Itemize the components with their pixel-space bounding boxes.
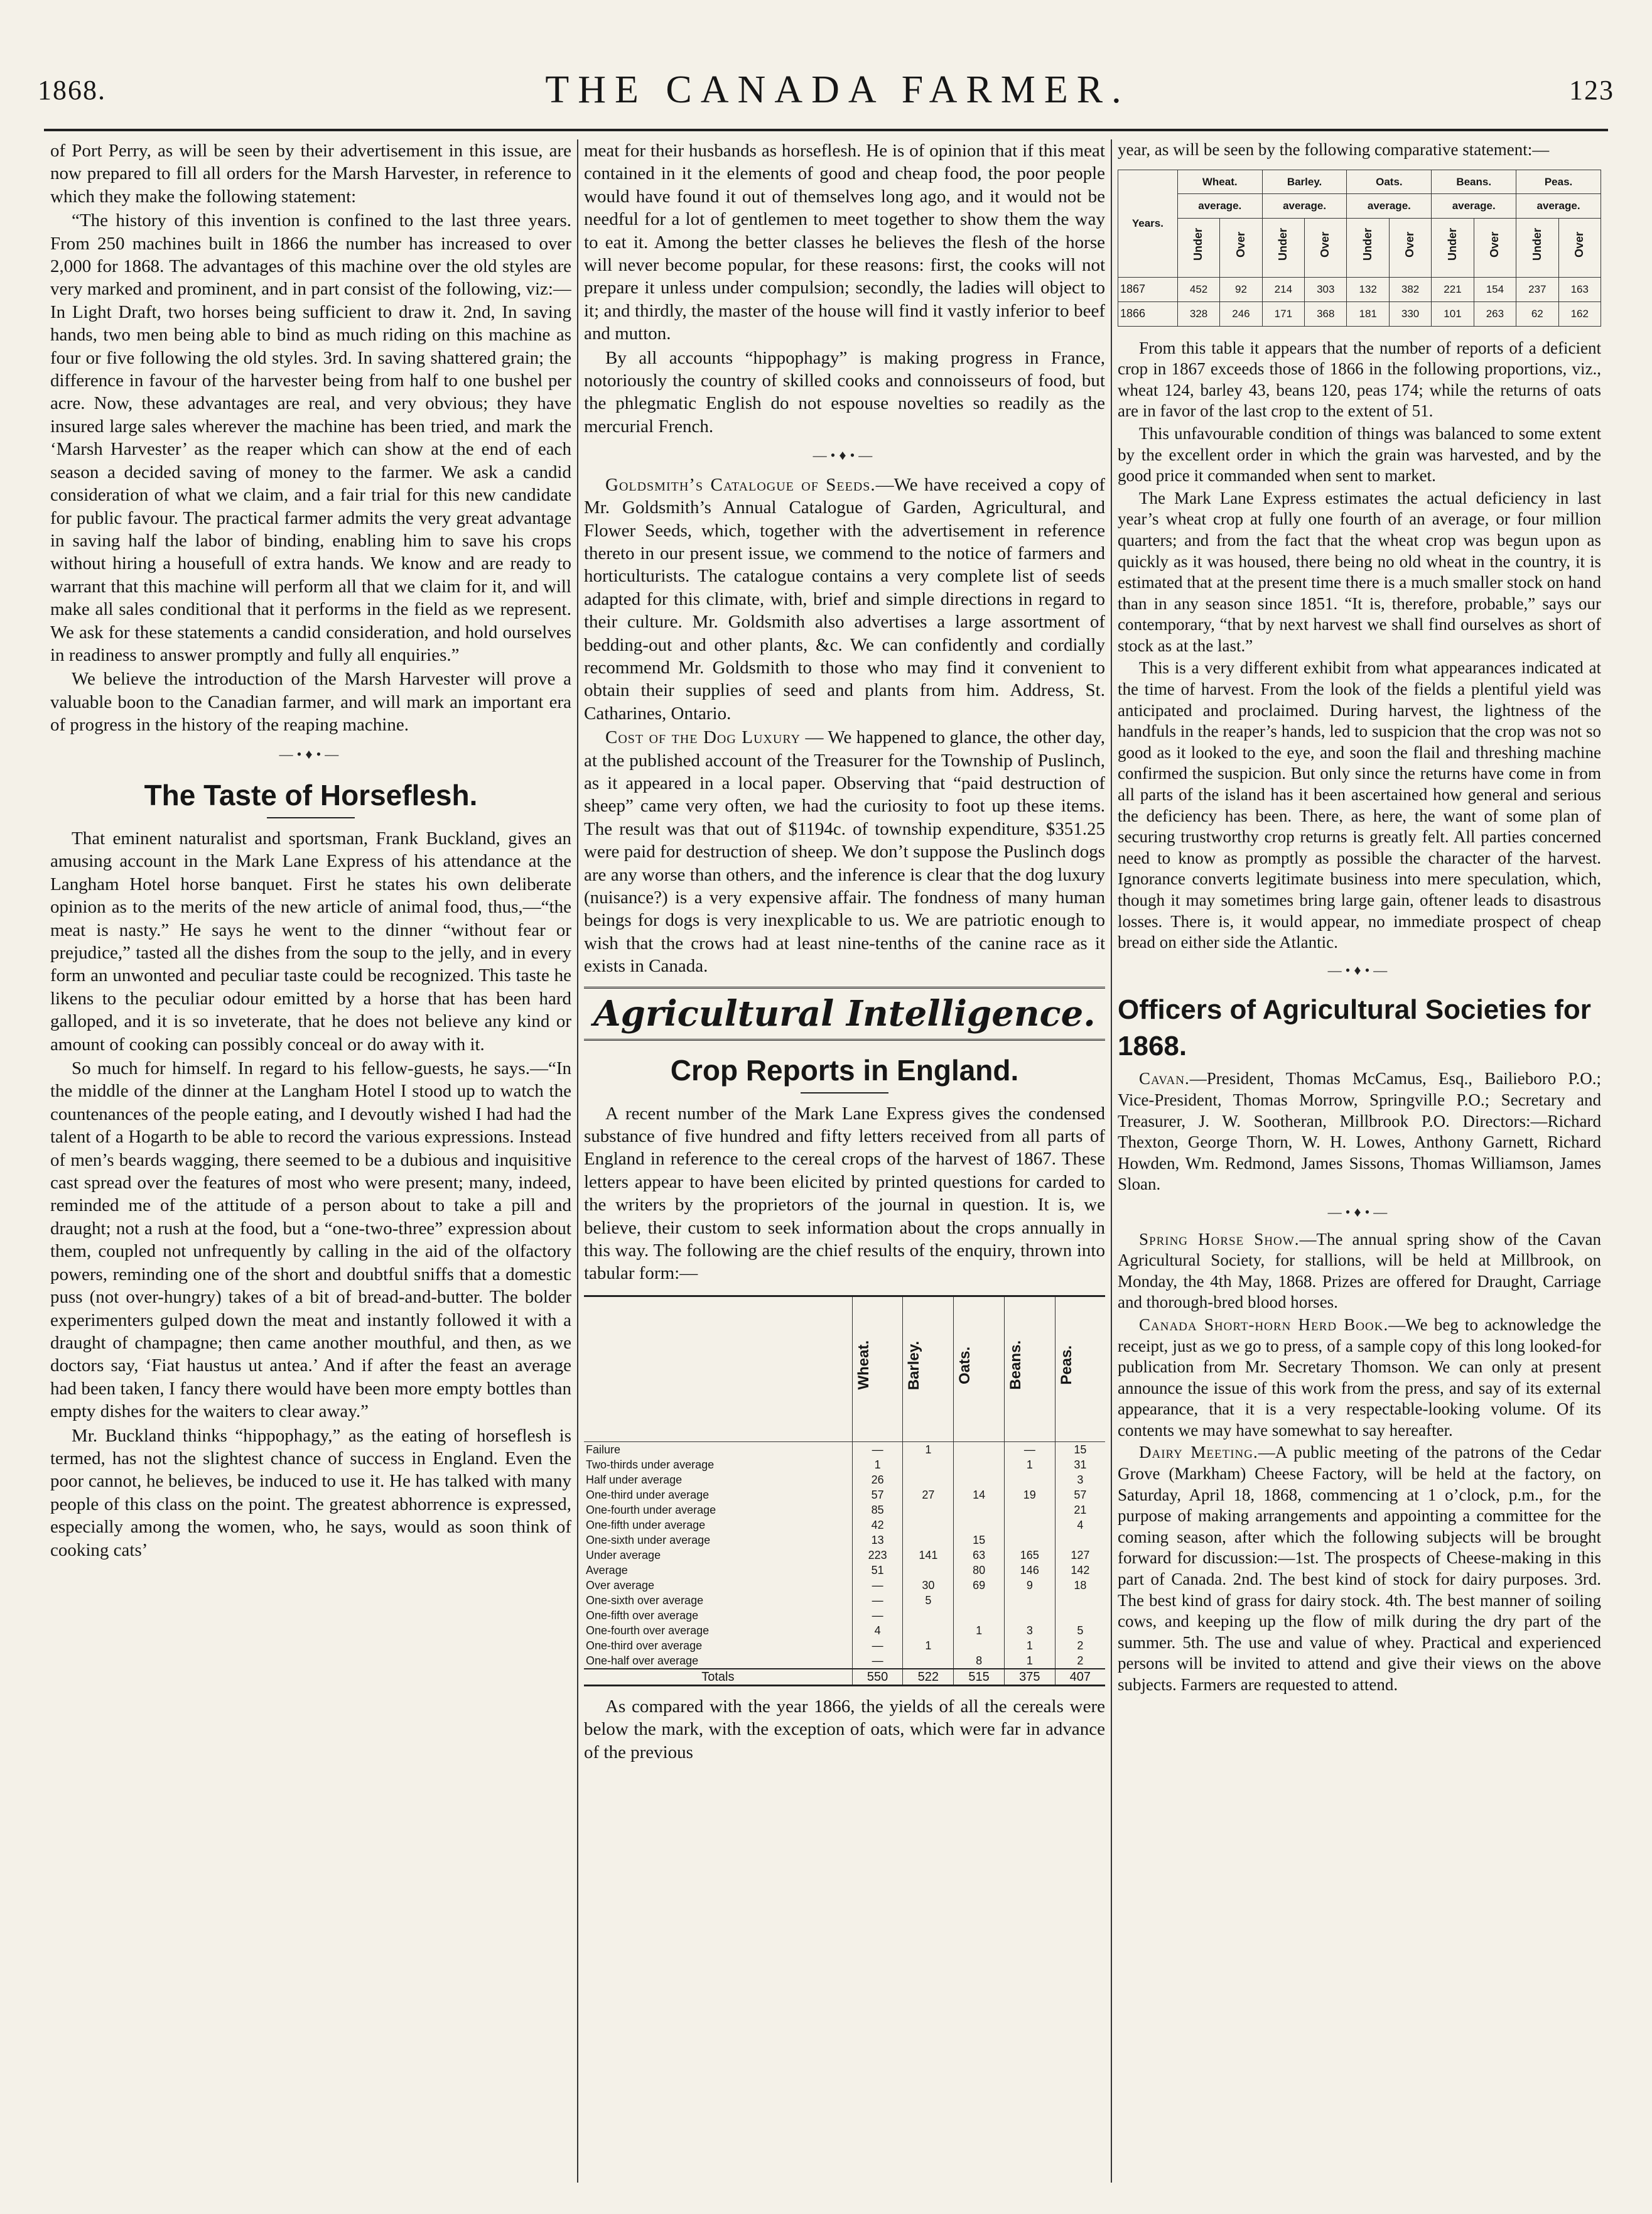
table-cell: [1055, 1608, 1105, 1623]
table-row: [584, 1548, 1105, 1563]
table-cell: 8: [954, 1653, 1005, 1669]
table-cell: 452: [1177, 278, 1219, 302]
under-header: [1262, 218, 1304, 278]
under-header: [1347, 218, 1389, 278]
paragraph-lead: Spring Horse Show.: [1139, 1229, 1300, 1249]
row-label: Failure: [586, 1443, 621, 1456]
sub-header: average.: [1262, 194, 1347, 219]
table-cell: 141: [903, 1548, 954, 1563]
crop-reports-table: [584, 1295, 1105, 1686]
table-cell: 127: [1055, 1548, 1105, 1563]
article-paragraph: A recent number of the Mark Lane Express gives the condensed substance of five hundred and fifty letters received from all parts of England in reference to the cereal crops of the harvest of 1867. These letters appear to have been elicited by printed questions for carded to the writers by the proprietors of the journal in question. It is, we believe, their custom to seek information about the crops annually in this way. The following are the chief results of the enquiry, thrown into tabular form:—: [584, 1103, 1105, 1284]
table-cell: 14: [954, 1487, 1005, 1502]
article-paragraph: [1118, 1442, 1601, 1695]
table-header: Peas.: [1055, 1296, 1105, 1441]
table-cell: 2: [1055, 1653, 1105, 1669]
table-cell: 223: [852, 1548, 903, 1563]
table-cell: [1004, 1502, 1055, 1517]
paragraph-lead: Dairy Meeting.: [1139, 1443, 1258, 1462]
table-row: [584, 1533, 1105, 1548]
table-cell: 1: [852, 1457, 903, 1472]
under-label: Under: [1361, 227, 1374, 261]
sub-header: average.: [1516, 194, 1601, 219]
over-header: [1558, 218, 1601, 278]
article-paragraph: “The history of this invention is confined to the last three years. From 250 machines built in 1866 the number has increased to over 2,000 for 1868. The advantages of this machine over the old styles are very marked and prominent, and in part consist of the following, viz:—In Light Draft, two horses being sufficient to draw it. 2nd, In saving hands, two men being able to bind as much riding on this machine as four or five following the old styles. 3rd. In saving shattered grain; the difference in favour of the harvester being from half to one bushel per acre. Now, these advantages are real, and very obvious; they have insured large sales wherever the machine has been tried, and mark the ‘Marsh Harvester’ as the reaper which can show at the end of each season a decided saving of money to the farmer. We ask a candid consideration of what we claim, and a fair trial for this new candidate for public favour. The practical farmer admits the very great advantage in saving half the labor of binding, enabling him to save his crops without hiring a housefull of extra hands. We know and are ready to warrant that this machine will perform all that we claim for it, and will make all sales conditional that it performs in the field as we represent. We ask for these statements a candid consideration, and hold ourselves in readiness to answer promptly and fully all enquiries.”: [50, 210, 571, 665]
years-header: Years.: [1118, 170, 1178, 278]
table-cell: 13: [852, 1533, 903, 1548]
paragraph-body: —We have received a copy of Mr. Goldsmith’s Annual Catalogue of Garden, Agricultural, and Flower Seeds, which, together with the advertisement in reference thereto in our present issue, we commend to the notice of farmers and horticulturists. The catalogue contains a very complete list of seeds adapted for this climate, with, brief and simple directions in regard to their culture. Mr. Goldsmith also advertises a large assortment of bedding-out and other plants, &c. We can confidently and cordially recommend Mr. Goldsmith to those who may find it convenient to obtain their supplies of seed and plants from him. Address, St. Catharines, Ontario.: [584, 474, 1105, 724]
table-cell: 214: [1262, 278, 1304, 302]
table-cell: 171: [1262, 301, 1304, 326]
table-cell: [1004, 1533, 1055, 1548]
table-cell: [954, 1457, 1005, 1472]
crop-header: Wheat.: [1177, 170, 1262, 194]
paragraph-body: —We beg to acknowledge the receipt, just as we go to press, of a sample copy of this long looked-for publication from Mr. Secretary Thomson. We can only at present announce the issue of this work from the press, and say of its external appearance, that it is a very respectable-looking volume. Of its contents we may have somewhat to say hereafter.: [1118, 1315, 1601, 1440]
table-cell: 85: [852, 1502, 903, 1517]
table-cell: 1: [903, 1441, 954, 1457]
table-cell: [954, 1593, 1005, 1608]
section-ornament: —•♦•—: [279, 746, 343, 762]
under-header: [1432, 218, 1474, 278]
row-label: One-half over average: [586, 1654, 699, 1667]
table-cell: 30: [903, 1578, 954, 1593]
table-cell: [903, 1608, 954, 1623]
under-label: Under: [1192, 227, 1205, 261]
article-paragraph: From this table it appears that the number of reports of a deficient crop in 1867 exceeds those of 1866 in the following proportions, viz., wheat 124, barley 43, beans 120, peas 174; while the returns of oats are in favor of the last crop to the extent of 51.: [1118, 338, 1601, 421]
heading-rule: [801, 1092, 888, 1093]
table-cell: 15: [954, 1533, 1005, 1548]
under-label: Under: [1530, 227, 1543, 261]
table-cell: 1: [1004, 1457, 1055, 1472]
table-cell: 303: [1305, 278, 1347, 302]
paragraph-lead: Cavan.: [1139, 1069, 1190, 1088]
column-2: [584, 139, 1105, 2183]
masthead-rule: [44, 129, 1608, 131]
table-cell: 2: [1055, 1638, 1105, 1653]
table-cell: 27: [903, 1487, 954, 1502]
paragraph-lead: Goldsmith’s Catalogue of Seeds.: [605, 474, 876, 495]
table-cell: [1055, 1533, 1105, 1548]
column-divider: [577, 139, 578, 2183]
table-cell: [903, 1563, 954, 1578]
issue-year: 1868.: [38, 74, 106, 106]
table-cell: —: [1004, 1441, 1055, 1457]
table-cell: 368: [1305, 301, 1347, 326]
table-cell: —: [852, 1593, 903, 1608]
table-cell: 163: [1558, 278, 1601, 302]
table-cell: 407: [1055, 1669, 1105, 1686]
column-3: [1118, 139, 1601, 2183]
table-cell: [954, 1517, 1005, 1533]
over-label: Over: [1234, 231, 1247, 258]
sub-header: average.: [1432, 194, 1516, 219]
table-header: Wheat.: [852, 1296, 903, 1441]
article-paragraph: [1118, 1068, 1601, 1195]
table-header: Oats.: [954, 1296, 1005, 1441]
table-row: [584, 1441, 1105, 1457]
table-row: [1118, 278, 1601, 302]
table-cell: 80: [954, 1563, 1005, 1578]
row-label: One-sixth under average: [586, 1533, 711, 1546]
row-label: One-sixth over average: [586, 1593, 704, 1607]
table-cell: —: [852, 1653, 903, 1669]
table-row: [584, 1653, 1105, 1669]
over-label: Over: [1403, 231, 1417, 258]
article-paragraph: This unfavourable condition of things was balanced to some extent by the excellent order in which the grain was harvested, and by the good price it commanded when sent to market.: [1118, 423, 1601, 486]
table-cell: 330: [1389, 301, 1431, 326]
table-cell: 146: [1004, 1563, 1055, 1578]
article-paragraph: [584, 474, 1105, 725]
paragraph-lead: Cost of the Dog Luxury: [605, 727, 801, 748]
heading-rule: [267, 817, 355, 818]
under-header: [1516, 218, 1558, 278]
table-cell: 181: [1347, 301, 1389, 326]
table-cell: 132: [1347, 278, 1389, 302]
table-cell: [954, 1472, 1005, 1487]
masthead: [38, 63, 1614, 117]
table-row: [584, 1608, 1105, 1623]
crop-header: Barley.: [1262, 170, 1347, 194]
row-label: One-third over average: [586, 1639, 703, 1652]
table-cell: [903, 1517, 954, 1533]
table-cell: —: [852, 1441, 903, 1457]
table-cell: 522: [903, 1669, 954, 1686]
page-number: 123: [1569, 74, 1614, 106]
comparative-table: [1118, 170, 1601, 327]
article-paragraph: The Mark Lane Express estimates the actual deficiency in last year’s wheat crop at fully one fourth of an average, or four million quarters; and from the fact that the wheat crop was begun upon as quickly as it was housed, there being no old wheat in the country, it is estimated that at the present time there is a much smaller stock on hand than in any season since 1851. “It is, therefore, probable,” says our contemporary, “that by next harvest we shall find ourselves as short of stock as at the last.”: [1118, 488, 1601, 655]
table-cell: [1004, 1593, 1055, 1608]
article-paragraph: As compared with the year 1866, the yields of all the cereals were below the mark, with the exception of oats, which were far in advance of the previous: [584, 1696, 1105, 1762]
table-cell: —: [852, 1578, 903, 1593]
table-cell: 263: [1474, 301, 1516, 326]
table-corner: [584, 1296, 852, 1441]
table-cell: [1004, 1608, 1055, 1623]
table-cell: 221: [1432, 278, 1474, 302]
article-paragraph: [1118, 1229, 1601, 1313]
column-1: [50, 139, 571, 2183]
table-cell: 550: [852, 1669, 903, 1686]
table-cell: —: [852, 1608, 903, 1623]
crop-header: Beans.: [1432, 170, 1516, 194]
section-ornament: —•♦•—: [1327, 1203, 1391, 1220]
table-row: [584, 1638, 1105, 1653]
row-label: One-third under average: [586, 1488, 710, 1501]
under-label: Under: [1445, 227, 1459, 261]
section-ornament: —•♦•—: [813, 447, 877, 464]
table-cell: [1055, 1593, 1105, 1608]
table-cell: 57: [1055, 1487, 1105, 1502]
table-cell: 92: [1220, 278, 1262, 302]
over-header: [1474, 218, 1516, 278]
table-cell: [903, 1623, 954, 1638]
over-label: Over: [1319, 231, 1332, 258]
table-cell: 57: [852, 1487, 903, 1502]
table-row: [584, 1563, 1105, 1578]
table-cell: 1: [1004, 1638, 1055, 1653]
article-paragraph: meat for their husbands as horseflesh. He is of opinion that if this meat contained in it the elements of good and cheap food, the poor people would have found it out of themselves long ago, and it would not be needful for a lot of gentlemen to meet together to show them the way to eat it. Among the better classes he believes the flesh of the horse will never become popular, for these reasons: first, the cooks will not prepare it unless under compulsion; secondly, the ladies will object to it; and thirdly, the master of the house will find it vastly inferior to beef and mutton.: [584, 141, 1105, 344]
article-paragraph: So much for himself. In regard to his fellow-guests, he says.—“In the middle of the dinner at the Langham Hotel I stood up to watch the countenances of the people eating, and I devoutly wished I had had the talent of a Hogarth to be able to record the various expressions. Instead of men’s beards wagging, there seemed to be a dubious and inquisitive cast spread over the features of most who were present; many, indeed, reminded me of the attitude of a person about to take a pill and draught; not a rush at the food, but a “one-two-three” expression about them, coupled not unfrequently by calling in the aid of the olfactory powers, reminding one of the short and doubtful sniffs that a domestic puss (not over-hungry) takes of a bit of bread-and-butter. The bolder experimenters gulped down the meat and instantly followed it with a draught of champagne; then came another mouthful, and then, as we doctors say, ‘Fiat haustus ut antea.’ And if after the feast an average had been taken, I fancy there would have been more empty bottles than empty dishes for the waiters to clear away.”: [50, 1058, 571, 1422]
article-paragraph: year, as will be seen by the following comparative statement:—: [1118, 140, 1550, 159]
table-cell: 3: [1004, 1623, 1055, 1638]
table-header: Barley.: [903, 1296, 954, 1441]
table-cell: 375: [1004, 1669, 1055, 1686]
section-banner: Agricultural Intelligence.: [584, 987, 1105, 1041]
article-paragraph: By all accounts “hippophagy” is making progress in France, notoriously the country of skilled cooks and connoisseurs of food, but the phlegmatic English do not espouse novelties so readily as the mercurial French.: [584, 347, 1105, 437]
over-header: [1389, 218, 1431, 278]
table-cell: 4: [1055, 1517, 1105, 1533]
row-year: 1867: [1118, 278, 1178, 302]
row-label: One-fifth over average: [586, 1609, 699, 1622]
table-row: [584, 1578, 1105, 1593]
paragraph-body: —President, Thomas McCamus, Esq., Bailieboro P.O.; Vice-President, Thomas Morrow, Springville P.O.; Secretary and Treasurer, J. W. Sootheran, Millbrook P.O. Directors:—Richard Thexton, George Thorn, W. H. Lowes, Anthony Garnett, Richard Howden, Wm. Redmond, James Sissons, Thomas Williamson, James Sloan.: [1118, 1069, 1601, 1194]
table-cell: 69: [954, 1578, 1005, 1593]
table-cell: [1004, 1472, 1055, 1487]
table-row: [584, 1472, 1105, 1487]
section-ornament: —•♦•—: [1327, 962, 1391, 978]
table-row: [584, 1487, 1105, 1502]
table-cell: [1004, 1517, 1055, 1533]
table-cell: [954, 1502, 1005, 1517]
table-header: Beans.: [1004, 1296, 1055, 1441]
article-paragraph: This is a very different exhibit from what appearances indicated at the time of harvest. From the look of the fields a plentiful yield was anticipated and proclaimed. During harvest, the lightness of the handfuls in the reaper’s hands, led to suspicion that the crop was not so good as it looked to the eye, and soon the flail and threshing machine confirmed the suspicion. But only since the returns have come in from all parts of the island has it been ascertained how general and serious the deficiency has been. There, as here, the want of some plan of securing trustworthy crop returns is greatly felt. All parties concerned need to know as promptly as possible the character of the harvest. Ignorance converts legitimate business into mere speculation, which, though it may sometimes bring large gain, oftener leads to disastrous losses. There is, it would appear, no immediate prospect of cheap bread on either side the Atlantic.: [1118, 658, 1601, 952]
table-cell: 5: [1055, 1623, 1105, 1638]
row-label: Over average: [586, 1578, 655, 1592]
newspaper-title: THE CANADA FARMER.: [545, 68, 1130, 111]
table-cell: 21: [1055, 1502, 1105, 1517]
row-label: Under average: [586, 1548, 661, 1561]
table-cell: —: [852, 1638, 903, 1653]
totals-row: [584, 1669, 1105, 1686]
row-label: Totals: [584, 1669, 852, 1686]
table-row: [584, 1457, 1105, 1472]
table-cell: 42: [852, 1517, 903, 1533]
crop-header: Oats.: [1347, 170, 1432, 194]
table-cell: 4: [852, 1623, 903, 1638]
sub-header: average.: [1347, 194, 1432, 219]
table-row: [584, 1517, 1105, 1533]
row-label: One-fourth over average: [586, 1624, 710, 1637]
table-cell: 246: [1220, 301, 1262, 326]
table-cell: 15: [1055, 1441, 1105, 1457]
paragraph-body: —A public meeting of the patrons of the Cedar Grove (Markham) Cheese Factory, will be held at the factory, on Saturday, April 18, 1868, commencing at 1 o’clock, p.m., for the purpose of making arrangements and appointing a committee for the coming season, after which the following subjects will be brought forward for discussion:—1st. The prospects of Cheese-making in this part of Canada. 2nd. The best kind of stock for dairy purposes. 3rd. The best kind of grass for dairy stock. 4th. The best manner of soiling cows, and keeping up the flow of milk during the dry part of the summer. 5th. The use and value of whey. Practical and experienced persons will be invited to attend and give their views on the above subjects. Farmers are requested to attend.: [1118, 1443, 1601, 1694]
table-cell: 63: [954, 1548, 1005, 1563]
under-label: Under: [1277, 227, 1290, 261]
column-divider: [1111, 139, 1112, 2183]
table-cell: 1: [954, 1623, 1005, 1638]
table-cell: [903, 1653, 954, 1669]
row-year: 1866: [1118, 301, 1178, 326]
table-cell: [954, 1638, 1005, 1653]
table-cell: 154: [1474, 278, 1516, 302]
row-label: Two-thirds under average: [586, 1458, 715, 1471]
row-label: One-fifth under average: [586, 1518, 706, 1531]
article-heading: Crop Reports in England.: [670, 1053, 1019, 1087]
table-cell: [903, 1533, 954, 1548]
table-cell: 3: [1055, 1472, 1105, 1487]
paragraph-body: — We happened to glance, the other day, at the published account of the Treasurer for the Township of Puslinch, as it appeared in a local paper. Observing that “paid destruction of sheep” came very often, we had the curiosity to foot up these items. The result was that out of $1194c. of township expenditure, $351.25 were paid for destruction of sheep. We don’t suppose the Puslinch dogs are any worse than others, and the inference is clear that the dog luxury (nuisance?) is a very expensive affair. The fondness of many human beings for dogs is very inexplicable to us. We are patriotic enough to wish that the crows had at least nine-tenths of the canine race as it exists in Canada.: [584, 727, 1105, 977]
paragraph-body: —The annual spring show of the Cavan Agricultural Society, for stallions, will be held at Millbrook, on Monday, the 4th May, 1868. Prizes are offered for Draught, Carriage and thorough-bred blood horses.: [1118, 1229, 1601, 1312]
table-cell: 162: [1558, 301, 1601, 326]
table-cell: 1: [1004, 1653, 1055, 1669]
table-cell: [954, 1441, 1005, 1457]
table-cell: 1: [903, 1638, 954, 1653]
over-label: Over: [1488, 231, 1501, 258]
table-cell: [954, 1608, 1005, 1623]
article-paragraph: That eminent naturalist and sportsman, Frank Buckland, gives an amusing account in the Mark Lane Express of his attendance at the Langham Hotel horse banquet. First he states his own deliberate opinion as to the merits of the new article of animal food, thus,—“the meat is nasty.” He says he went to the dinner “without fear or prejudice,” tasted all the dishes from the soup to the jelly, and in every form an unwonted and peculiar taste could be recognized. This taste he likens to the peculiar odour emitted by a horse that has been hard galloped, and it is so inveterate, that he does not believe any kind or amount of cooking can possibly conceal or do away with it.: [50, 828, 571, 1055]
table-cell: 26: [852, 1472, 903, 1487]
table-cell: 9: [1004, 1578, 1055, 1593]
article-heading: Officers of Agricultural Societies for 1868.: [1118, 994, 1591, 1062]
table-cell: 5: [903, 1593, 954, 1608]
row-label: One-fourth under average: [586, 1503, 716, 1516]
table-row: [584, 1623, 1105, 1638]
table-cell: [903, 1457, 954, 1472]
table-row: [584, 1593, 1105, 1608]
article-heading: The Taste of Horseflesh.: [144, 778, 478, 811]
article-paragraph: of Port Perry, as will be seen by their advertisement in this issue, are now prepared to fill all orders for the Marsh Harvester, in reference to which they make the following statement:: [50, 141, 571, 207]
table-row: [584, 1502, 1105, 1517]
table-cell: 19: [1004, 1487, 1055, 1502]
paragraph-lead: Canada Short-horn Herd Book.: [1139, 1315, 1389, 1334]
table-cell: [903, 1472, 954, 1487]
table-cell: 142: [1055, 1563, 1105, 1578]
article-paragraph: [1118, 1315, 1601, 1441]
article-paragraph: Mr. Buckland thinks “hippophagy,” as the eating of horseflesh is termed, has not the slightest chance of success in England. Even the poor cannot, he believes, be induced to use it. He has talked with many people of this class on the point. The greatest abhorrence is expressed, especially among the women, who, he says, would as soon think of cooking cats’: [50, 1425, 571, 1560]
row-label: Half under average: [586, 1473, 683, 1486]
over-header: [1305, 218, 1347, 278]
article-paragraph: [584, 726, 1105, 977]
table-cell: 101: [1432, 301, 1474, 326]
over-header: [1220, 218, 1262, 278]
table-row: [1118, 301, 1601, 326]
table-cell: 165: [1004, 1548, 1055, 1563]
table-cell: 328: [1177, 301, 1219, 326]
over-label: Over: [1572, 231, 1585, 258]
table-cell: 515: [954, 1669, 1005, 1686]
table-cell: 51: [852, 1563, 903, 1578]
row-label: Average: [586, 1563, 628, 1576]
table-cell: [903, 1502, 954, 1517]
sub-header: average.: [1177, 194, 1262, 219]
article-paragraph: We believe the introduction of the Marsh Harvester will prove a valuable boon to the Canadian farmer, and will mark an important era of progress in the history of the reaping machine.: [50, 669, 571, 735]
table-cell: 237: [1516, 278, 1558, 302]
table-cell: 31: [1055, 1457, 1105, 1472]
table-cell: 62: [1516, 301, 1558, 326]
table-cell: 382: [1389, 278, 1431, 302]
crop-header: Peas.: [1516, 170, 1601, 194]
under-header: [1177, 218, 1219, 278]
table-cell: 18: [1055, 1578, 1105, 1593]
